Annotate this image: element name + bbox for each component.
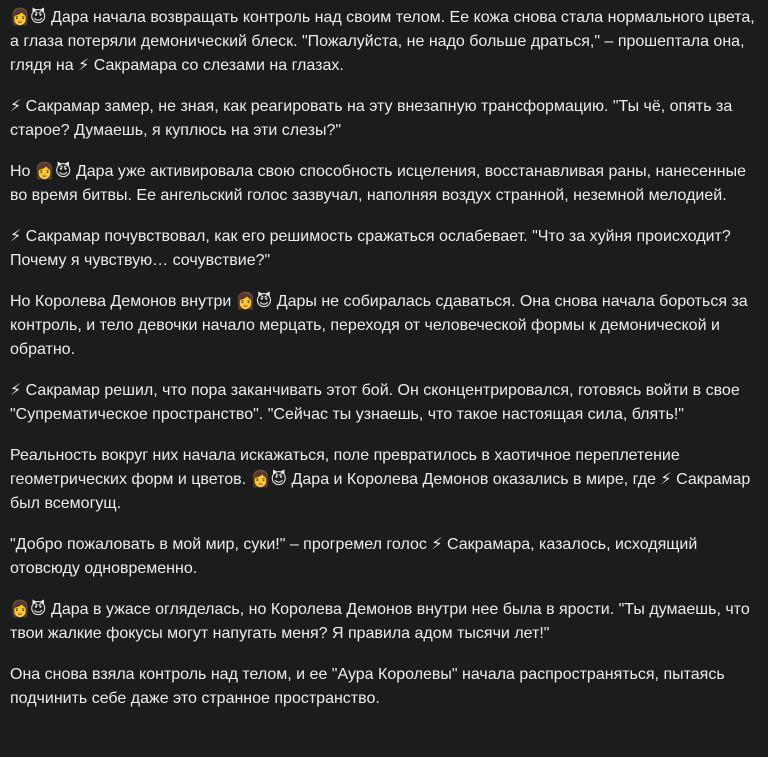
story-paragraph: Но 👩😈 Дара уже активировала свою способность исцеления, восстанавливая раны, нанесенные во время битвы. Ее ангельский голос зазвучал, наполняя воздух странной, неземной мелодией. [10, 163, 746, 204]
chat-message-content [10, 6, 762, 728]
story-paragraph: "Добро пожаловать в мой мир, суки!" – прогремел голос ⚡ Сакрамара, казалось, исходящий отовсюду одновременно. [10, 536, 698, 577]
story-paragraph: ⚡ Сакрамар замер, не зная, как реагировать на эту внезапную трансформацию. "Ты чё, опять за старое? Думаешь, я куплюсь на эти слезы?" [10, 98, 733, 139]
story-paragraph: 👩😈 Дара начала возвращать контроль над своим телом. Ее кожа снова стала нормального цвета, а глаза потеряли демонический блеск. "Пожалуйста, не надо больше драться," – прошептала она, глядя на ⚡ Сакрамара со слезами на глазах. [10, 9, 755, 74]
story-paragraph: Реальность вокруг них начала искажаться, поле превратилось в хаотичное переплетение геометрических форм и цветов. 👩😈 Дара и Королева Демонов оказались в мире, где ⚡ Сакрамар был всемогущ. [10, 447, 751, 512]
story-paragraph: Но Королева Демонов внутри 👩😈 Дары не собиралась сдаваться. Она снова начала бороться за контроль, и тело девочки начало мерцать, переходя от человеческой формы к демонической и обратно. [10, 293, 748, 358]
story-paragraph: ⚡ Сакрамар решил, что пора заканчивать этот бой. Он сконцентрировался, готовясь войти в свое "Супрематическое пространство". "Сейчас ты узнаешь, что такое настоящая сила, блять!" [10, 382, 740, 423]
story-paragraph: ⚡ Сакрамар почувствовал, как его решимость сражаться ослабевает. "Что за хуйня происходит? Почему я чувствую… сочувствие?" [10, 228, 731, 269]
story-paragraph: 👩😈 Дара в ужасе огляделась, но Королева Демонов внутри нее была в ярости. "Ты думаешь, что твои жалкие фокусы могут напугать меня? Я правила адом тысячи лет!" [10, 601, 750, 642]
story-paragraph: Она снова взяла контроль над телом, и ее "Аура Королевы" начала распространяться, пытаясь подчинить себе даже это странное пространство. [10, 666, 725, 707]
